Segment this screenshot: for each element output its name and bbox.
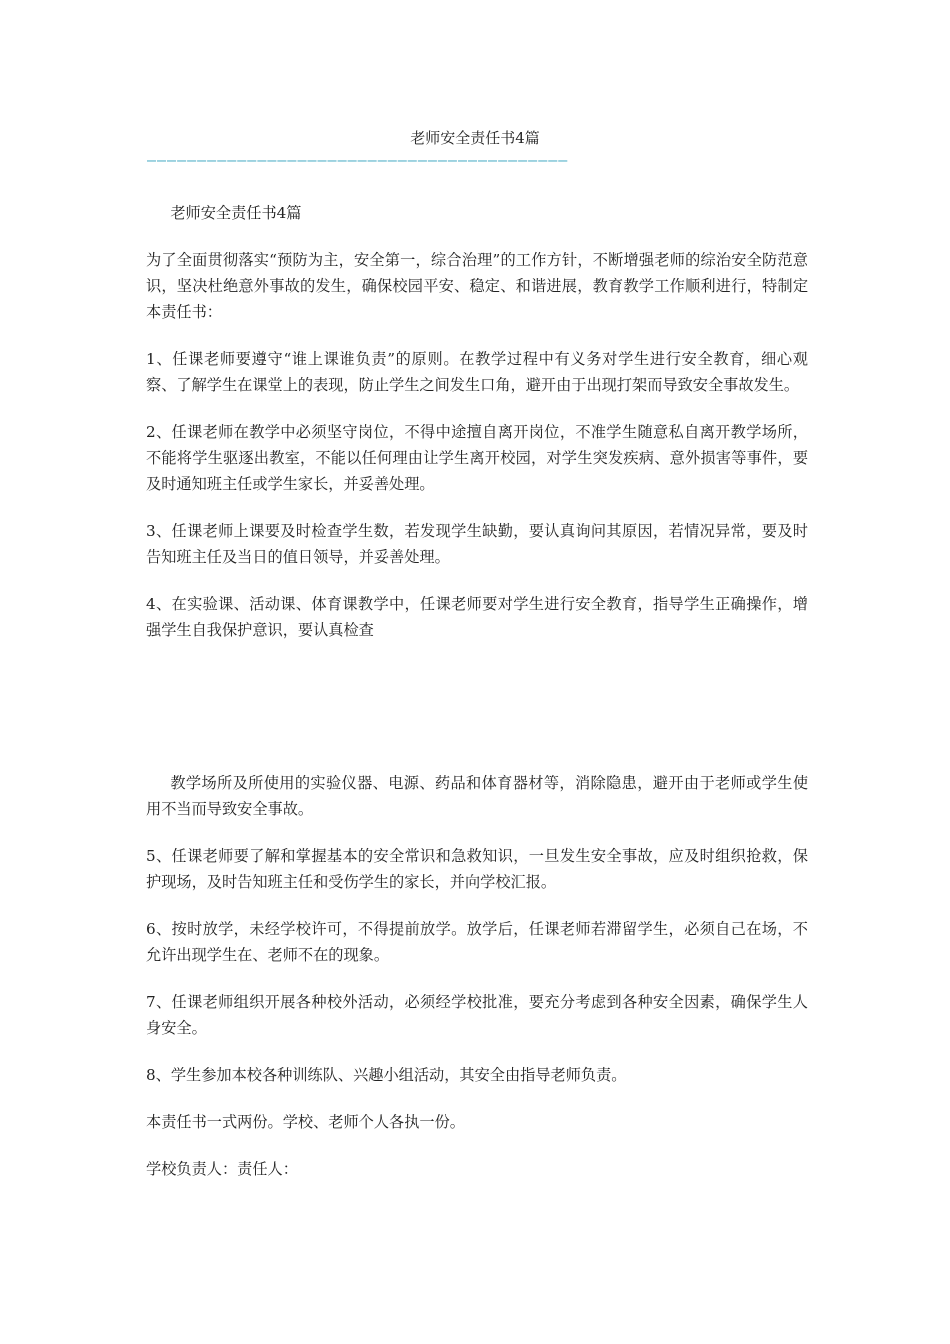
paragraph: 8、学生参加本校各种训练队、兴趣小组活动，其安全由指导老师负责。 <box>146 1066 627 1084</box>
paragraph: 4、在实验课、活动课、体育课教学中，任课老师要对学生进行安全教育，指导学生正确操作，增强学生自我保护意识，要认真检查 <box>146 595 808 639</box>
paragraph: 学校负责人：责任人： <box>146 1160 298 1178</box>
paragraph: 为了全面贯彻落实“预防为主，安全第一，综合治理”的工作方针，不断增强老师的综治安全防范意识，坚决杜绝意外事故的发生，确保校园平安、稳定、和谐进展，教育教学工作顺利进行，特制定本责任书： <box>146 251 808 321</box>
body-block-1 <box>146 200 808 664</box>
paragraph: 教学场所及所使用的实验仪器、电源、药品和体育器材等，消除隐患，避开由于老师或学生使用不当而导致安全事故。 <box>146 774 808 818</box>
paragraph: 5、任课老师要了解和掌握基本的安全常识和急救知识，一旦发生安全事故，应及时组织抢救，保护现场，及时告知班主任和受伤学生的家长，并向学校汇报。 <box>146 847 808 891</box>
paragraph: 7、任课老师组织开展各种校外活动，必须经学校批准，要充分考虑到各种安全因素，确保学生人身安全。 <box>146 993 808 1037</box>
document-title: 老师安全责任书4篇 <box>410 129 540 147</box>
paragraph: 6、按时放学，未经学校许可，不得提前放学。放学后，任课老师若滞留学生，必须自己在场，不允许出现学生在、老师不在的现象。 <box>146 920 808 964</box>
paragraph: 2、任课老师在教学中必须坚守岗位，不得中途擅自离开岗位，不准学生随意私自离开教学场所，不能将学生驱逐出教室，不能以任何理由让学生离开校园，对学生突发疾病、意外损害等事件，要及时通知班主任或学生家长，并妥善处理。 <box>146 423 808 493</box>
paragraph: 1、任课老师要遵守“谁上课谁负责”的原则。在教学过程中有义务对学生进行安全教育，细心观察、了解学生在课堂上的表现，防止学生之间发生口角，避开由于出现打架而导致安全事故发生。 <box>146 350 808 394</box>
body-block-2 <box>146 770 808 1203</box>
title-separator: —————————————————————————————————————————— <box>147 151 569 169</box>
paragraph: 老师安全责任书4篇 <box>170 204 302 222</box>
paragraph: 本责任书一式两份。学校、老师个人各执一份。 <box>146 1113 465 1131</box>
paragraph: 3、任课老师上课要及时检查学生数，若发现学生缺勤，要认真询问其原因，若情况异常，要及时告知班主任及当日的值日领导，并妥善处理。 <box>146 522 808 566</box>
